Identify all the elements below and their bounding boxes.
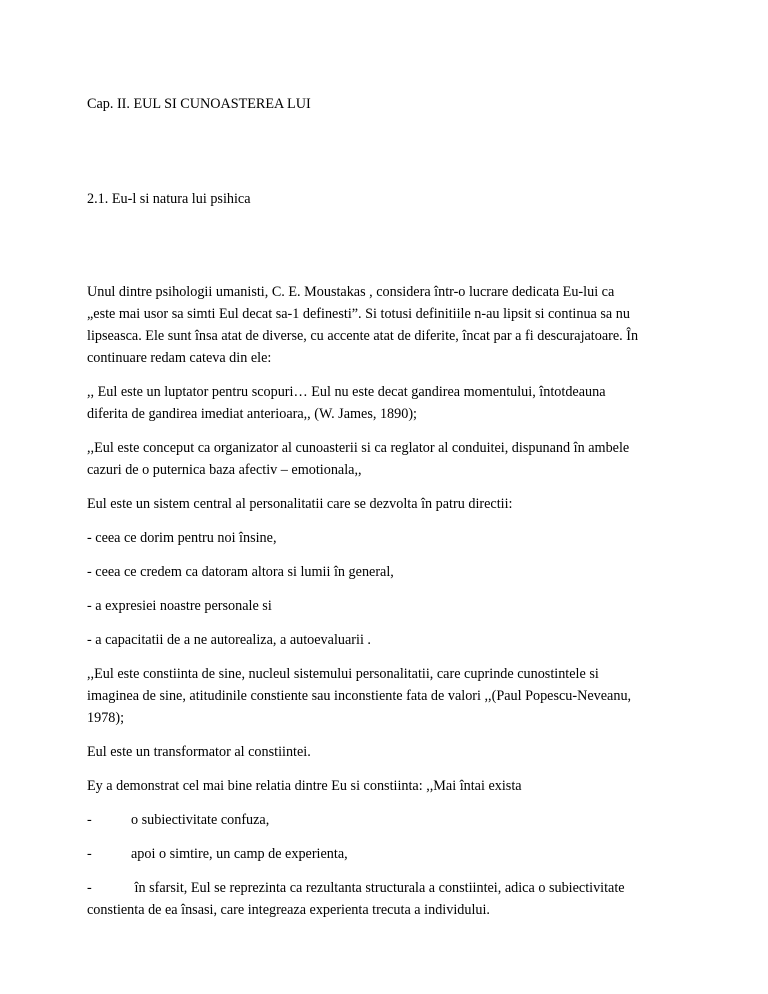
james-quote-paragraph [87, 381, 687, 425]
organizer-quote-paragraph [87, 437, 687, 481]
direction-item [87, 595, 687, 617]
text-line: 1978); [87, 710, 125, 726]
stage-item [87, 877, 687, 921]
stage-item [87, 809, 687, 831]
text-line: constienta de ea însasi, care integreaza experienta trecuta a individului. [87, 902, 490, 918]
stage-text: o subiectivitate confuza, [131, 812, 270, 828]
text-line: Eul este un transformator al constiintei. [87, 744, 311, 760]
text-line: Unul dintre psihologii umanisti, C. E. Moustakas , considera într-o lucrare dedicata Eu-lui ca [87, 284, 615, 300]
direction-item [87, 629, 687, 651]
text-line: - ceea ce dorim pentru noi însine, [87, 530, 277, 546]
text-line: lipseasca. Ele sunt însa atat de diverse, cu accente atat de diferite, încat par a fi descurajatoare. În [87, 328, 639, 344]
dash-marker: - [87, 880, 92, 896]
text-line: continuare redam cateva din ele: [87, 350, 272, 366]
text-line: „este mai usor sa simti Eul decat sa-1 definesti”. Si totusi definitiile n-au lipsit si continua sa nu [87, 306, 630, 322]
text-line: ,, Eul este un luptator pentru scopuri… Eul nu este decat gandirea momentului, întotdeauna [87, 384, 606, 400]
text-line: Ey a demonstrat cel mai bine relatia dintre Eu si constiinta: ,,Mai întai exista [87, 778, 522, 794]
section-title: 2.1. Eu-l si natura lui psihica [87, 191, 251, 207]
text-line: - a expresiei noastre personale si [87, 598, 272, 614]
text-line: ,,Eul este conceput ca organizator al cunoasterii si ca reglator al conduitei, dispunand în ambele [87, 440, 630, 456]
text-line: imaginea de sine, atitudinile constiente sau inconstiente fata de valori ,,(Paul Popescu-Neveanu, [87, 688, 632, 704]
direction-item [87, 561, 687, 583]
text-line: - a capacitatii de a ne autorealiza, a autoevaluarii . [87, 632, 371, 648]
text-line: Eul este un sistem central al personalitatii care se dezvolta în patru directii: [87, 496, 513, 512]
text-line: cazuri de o puternica baza afectiv – emotionala,, [87, 462, 362, 478]
transformer-paragraph [87, 741, 687, 763]
dash-marker: - [87, 846, 92, 862]
system-paragraph [87, 493, 687, 515]
dash-marker: - [87, 812, 92, 828]
chapter-title: Cap. II. EUL SI CUNOASTEREA LUI [87, 96, 311, 112]
text-line: - ceea ce credem ca datoram altora si lumii în general, [87, 564, 394, 580]
ey-paragraph [87, 775, 687, 797]
body-text [87, 281, 687, 933]
intro-paragraph [87, 281, 687, 369]
text-line: ,,Eul este constiinta de sine, nucleul sistemului personalitatii, care cuprinde cunostintele si [87, 666, 599, 682]
stage-item [87, 843, 687, 865]
direction-item [87, 527, 687, 549]
text-line: diferita de gandirea imediat anterioara,, (W. James, 1890); [87, 406, 417, 422]
stage-text: în sfarsit, Eul se reprezinta ca rezultanta structurala a constiintei, adica o subiectivitate [131, 880, 625, 896]
popescu-quote-paragraph [87, 663, 687, 729]
stage-text: apoi o simtire, un camp de experienta, [131, 846, 348, 862]
